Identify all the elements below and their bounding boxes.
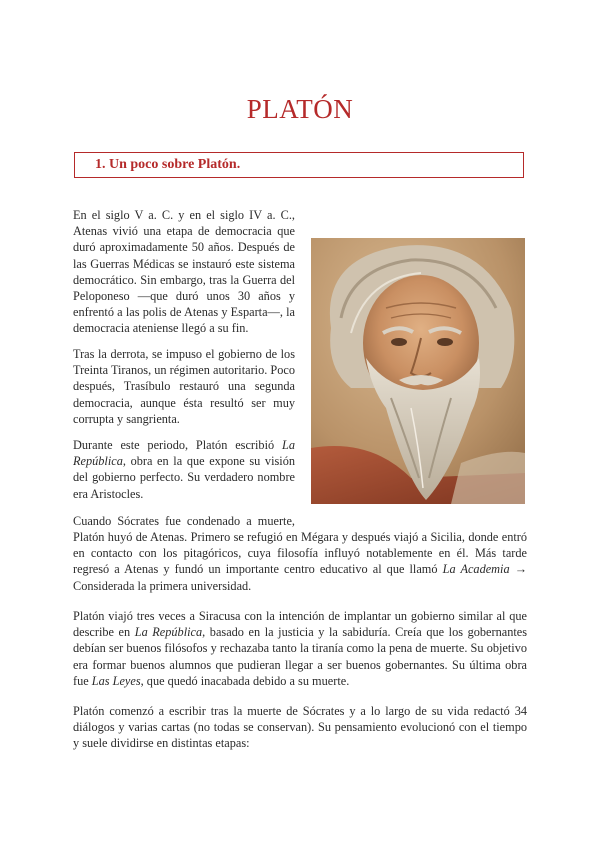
p5-italic-republic: La República bbox=[134, 625, 203, 640]
paragraph-socrates-first-line: Cuando Sócrates fue condenado a muerte, bbox=[73, 514, 295, 528]
p5-italic-laws: Las Leyes bbox=[91, 673, 141, 688]
paragraph-republic bbox=[73, 437, 295, 502]
section-heading-box bbox=[74, 152, 524, 178]
page-title: PLATÓN bbox=[246, 94, 354, 124]
section-heading: 1. Un poco sobre Platón. bbox=[95, 157, 241, 172]
paragraph-democracy: En el siglo V a. C. y en el siglo IV a. C., Atenas vivió una etapa de democracia que duró aproximadamente 50 años. Después de las Guerras Médicas se instauró este sistema democrático. Sin embargo, tras la Guerra del Peloponeso —que duró unos 30 años y enfrentó a las polis de Atenas y Esparta—, la democracia ateniense llegó a su fin. bbox=[73, 208, 295, 336]
p4-text-b: → Considerada la primera universidad. bbox=[73, 562, 527, 593]
p5-text-a: Platón viajó tres veces a Siracusa con la intención de implantar un gobierno similar al que describe en bbox=[73, 609, 527, 640]
plato-portrait-image bbox=[311, 238, 525, 504]
paragraph-dialogues: Platón comenzó a escribir tras la muerte de Sócrates y a lo largo de su vida redactó 34 diálogos y varias cartas (no todas se conservan). Su pensamiento evolucionó con el tiempo y suele dividirse en distintas etapas: bbox=[73, 704, 527, 751]
p3-italic-title: La República bbox=[73, 438, 295, 469]
paragraph-thirty-tyrants: Tras la derrota, se impuso el gobierno de los Treinta Tiranos, un régimen autoritario. Poco después, Trasíbulo restauró una segunda democracia, aunque ésta resultó ser muy corrupta y sangrienta. bbox=[73, 347, 295, 426]
paragraph-syracuse bbox=[73, 608, 527, 689]
p4-text-a: Platón huyó de Atenas. Primero se refugió en Mégara y después viajó a Sicilia, donde entró en contacto con los pitagóricos, cuya filosofía influyó notablemente en él. Más tarde regresó a Atenas y fundó un importante centro educativo al que llamó bbox=[73, 530, 527, 577]
paragraph-academy bbox=[73, 529, 527, 594]
p3-text-a: Durante este periodo, Platón escribió bbox=[73, 438, 282, 452]
p5-text-b: , basado en la justicia y la sabiduría. Creía que los gobernantes debían ser buenos filósofos y rechazaba tanto la tiranía como la pena de muerte. Su objetivo era formar buenos alumnos que pudieran llegar a ser buenos gobernantes. Su última obra fue bbox=[73, 625, 527, 688]
p4-italic-academy: La Academia bbox=[442, 562, 510, 577]
p3-text-b: , obra en la que expone su visión del gobierno perfecto. Su verdadero nombre era Aristocles. bbox=[73, 454, 295, 501]
p5-text-c: , que quedó inacabada debido a su muerte. bbox=[140, 673, 350, 688]
